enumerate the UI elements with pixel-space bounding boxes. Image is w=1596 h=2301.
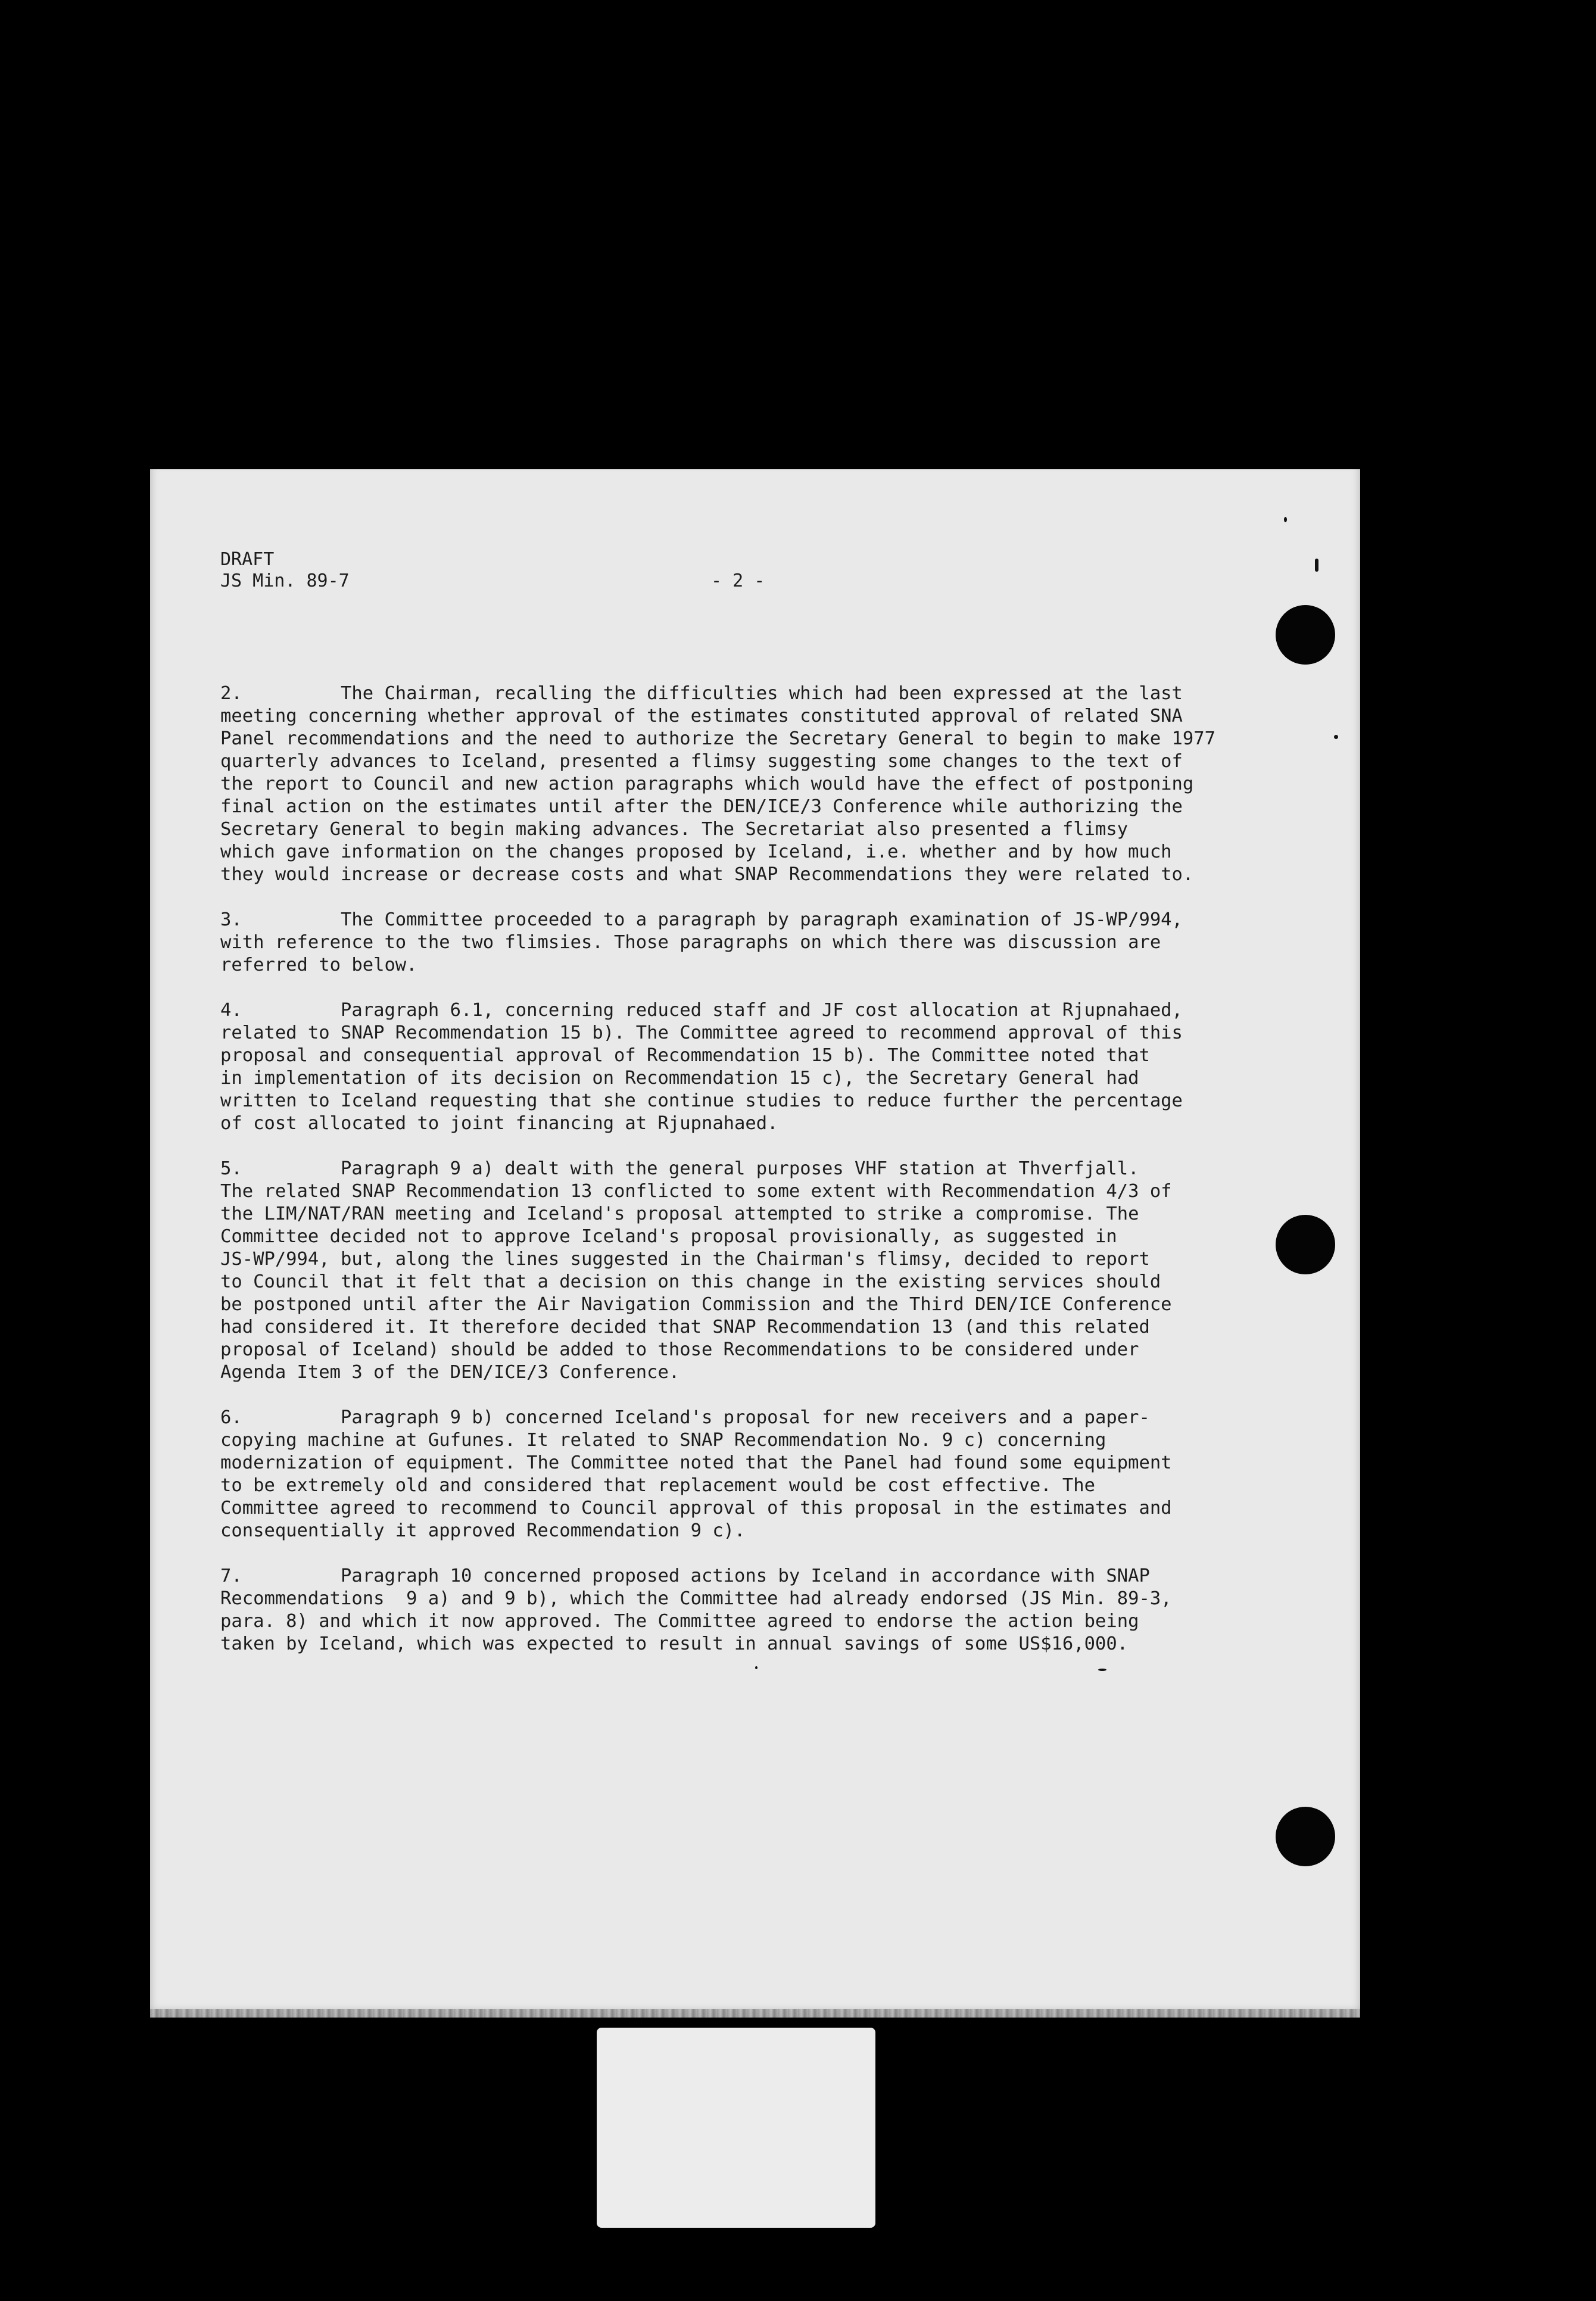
paragraph-line: the report to Council and new action paragraphs which would have the effect of postponing — [220, 774, 1194, 794]
scan-speck — [755, 1666, 758, 1669]
paragraph-line: written to Iceland requesting that she continue studies to reduce further the percentage — [220, 1090, 1183, 1111]
paragraph-line: modernization of equipment. The Committee noted that the Panel had found some equipment — [220, 1452, 1172, 1473]
paragraph-line: 7. Paragraph 10 concerned proposed actions by Iceland in accordance with SNAP — [220, 1566, 1150, 1586]
paragraph-line: final action on the estimates until after the DEN/ICE/3 Conference while authorizing the — [220, 796, 1183, 817]
paragraph-line: Recommendations 9 a) and 9 b), which the Committee had already endorsed (JS Min. 89-3, — [220, 1588, 1172, 1609]
scan-speck — [1334, 735, 1338, 739]
paragraph-line: 4. Paragraph 6.1, concerning reduced staff and JF cost allocation at Rjupnahaed, — [220, 1000, 1183, 1021]
paragraph-line: proposal and consequential approval of Recommendation 15 b). The Committee noted that — [220, 1045, 1150, 1066]
paragraph-line: in implementation of its decision on Recommendation 15 c), the Secretary General had — [220, 1068, 1139, 1089]
paragraph-line: meeting concerning whether approval of the estimates constituted approval of related SNA — [220, 706, 1183, 727]
page-number: - 2 - — [711, 570, 765, 591]
page-bottom-edge — [150, 2009, 1360, 2018]
paragraph-line: 6. Paragraph 9 b) concerned Iceland's proposal for new receivers and a paper- — [220, 1407, 1150, 1428]
paragraph-4 — [220, 999, 1304, 1135]
paragraph-line: referred to below. — [220, 955, 417, 975]
document-reference: JS Min. 89-7 — [220, 570, 350, 591]
document-body — [220, 682, 1304, 1678]
paragraph-line: taken by Iceland, which was expected to result in annual savings of some US$16,000. — [220, 1633, 1129, 1654]
paragraph-line: had considered it. It therefore decided that SNAP Recommendation 13 (and this related — [220, 1317, 1150, 1337]
scan-speck — [1315, 559, 1318, 572]
paragraph-line: The related SNAP Recommendation 13 conflicted to some extent with Recommendation 4/3 of — [220, 1181, 1172, 1202]
paragraph-line: be postponed until after the Air Navigation Commission and the Third DEN/ICE Conference — [220, 1294, 1172, 1315]
paragraph-line: to Council that it felt that a decision on this change in the existing services should — [220, 1271, 1161, 1292]
paragraph-line: 5. Paragraph 9 a) dealt with the general purposes VHF station at Thverfjall. — [220, 1158, 1139, 1179]
paragraph-line: related to SNAP Recommendation 15 b). The Committee agreed to recommend approval of this — [220, 1022, 1183, 1043]
document-header — [220, 549, 350, 592]
paragraph-3 — [220, 909, 1304, 977]
paragraph-line: which gave information on the changes proposed by Iceland, i.e. whether and by how much — [220, 841, 1172, 862]
draft-label: DRAFT — [220, 549, 275, 570]
paragraph-line: Panel recommendations and the need to authorize the Secretary General to begin to make 1977 — [220, 728, 1215, 749]
paragraph-line: para. 8) and which it now approved. The Committee agreed to endorse the action being — [220, 1611, 1139, 1632]
punch-hole-bottom — [1276, 1807, 1335, 1866]
document-page — [150, 469, 1360, 2018]
paragraph-line: proposal of Iceland) should be added to those Recommendations to be considered under — [220, 1339, 1139, 1360]
paragraph-5 — [220, 1158, 1304, 1384]
paragraph-2 — [220, 682, 1304, 886]
scan-speck — [1284, 517, 1287, 522]
paragraph-line: 2. The Chairman, recalling the difficulties which had been expressed at the last — [220, 683, 1183, 704]
paragraph-line: they would increase or decrease costs and what SNAP Recommendations they were related to. — [220, 864, 1194, 885]
scan-speck — [1098, 1669, 1106, 1671]
paragraph-line: quarterly advances to Iceland, presented a flimsy suggesting some changes to the text of — [220, 751, 1183, 772]
paragraph-6 — [220, 1407, 1304, 1542]
paragraph-line: JS-WP/994, but, along the lines suggested in the Chairman's flimsy, decided to report — [220, 1249, 1150, 1270]
paragraph-line: Secretary General to begin making advances. The Secretariat also presented a flimsy — [220, 819, 1129, 840]
paragraph-line: of cost allocated to joint financing at Rjupnahaed. — [220, 1113, 778, 1134]
paragraph-line: Agenda Item 3 of the DEN/ICE/3 Conference. — [220, 1362, 680, 1383]
paragraph-line: with reference to the two flimsies. Those paragraphs on which there was discussion are — [220, 932, 1161, 953]
paragraph-line: to be extremely old and considered that replacement would be cost effective. The — [220, 1475, 1096, 1496]
punch-hole-middle — [1276, 1215, 1335, 1274]
paragraph-7 — [220, 1565, 1304, 1655]
paragraph-line: Committee agreed to recommend to Council approval of this proposal in the estimates and — [220, 1498, 1172, 1519]
paragraph-line: Committee decided not to approve Iceland's proposal provisionally, as suggested in — [220, 1226, 1117, 1247]
paragraph-line: consequentially it approved Recommendation 9 c). — [220, 1520, 746, 1541]
punch-hole-top — [1276, 605, 1335, 665]
blank-paper-slip — [597, 2028, 875, 2228]
paragraph-line: the LIM/NAT/RAN meeting and Iceland's proposal attempted to strike a compromise. The — [220, 1203, 1139, 1224]
paragraph-line: copying machine at Gufunes. It related to SNAP Recommendation No. 9 c) concerning — [220, 1430, 1106, 1451]
paragraph-line: 3. The Committee proceeded to a paragraph by paragraph examination of JS-WP/994, — [220, 909, 1183, 930]
